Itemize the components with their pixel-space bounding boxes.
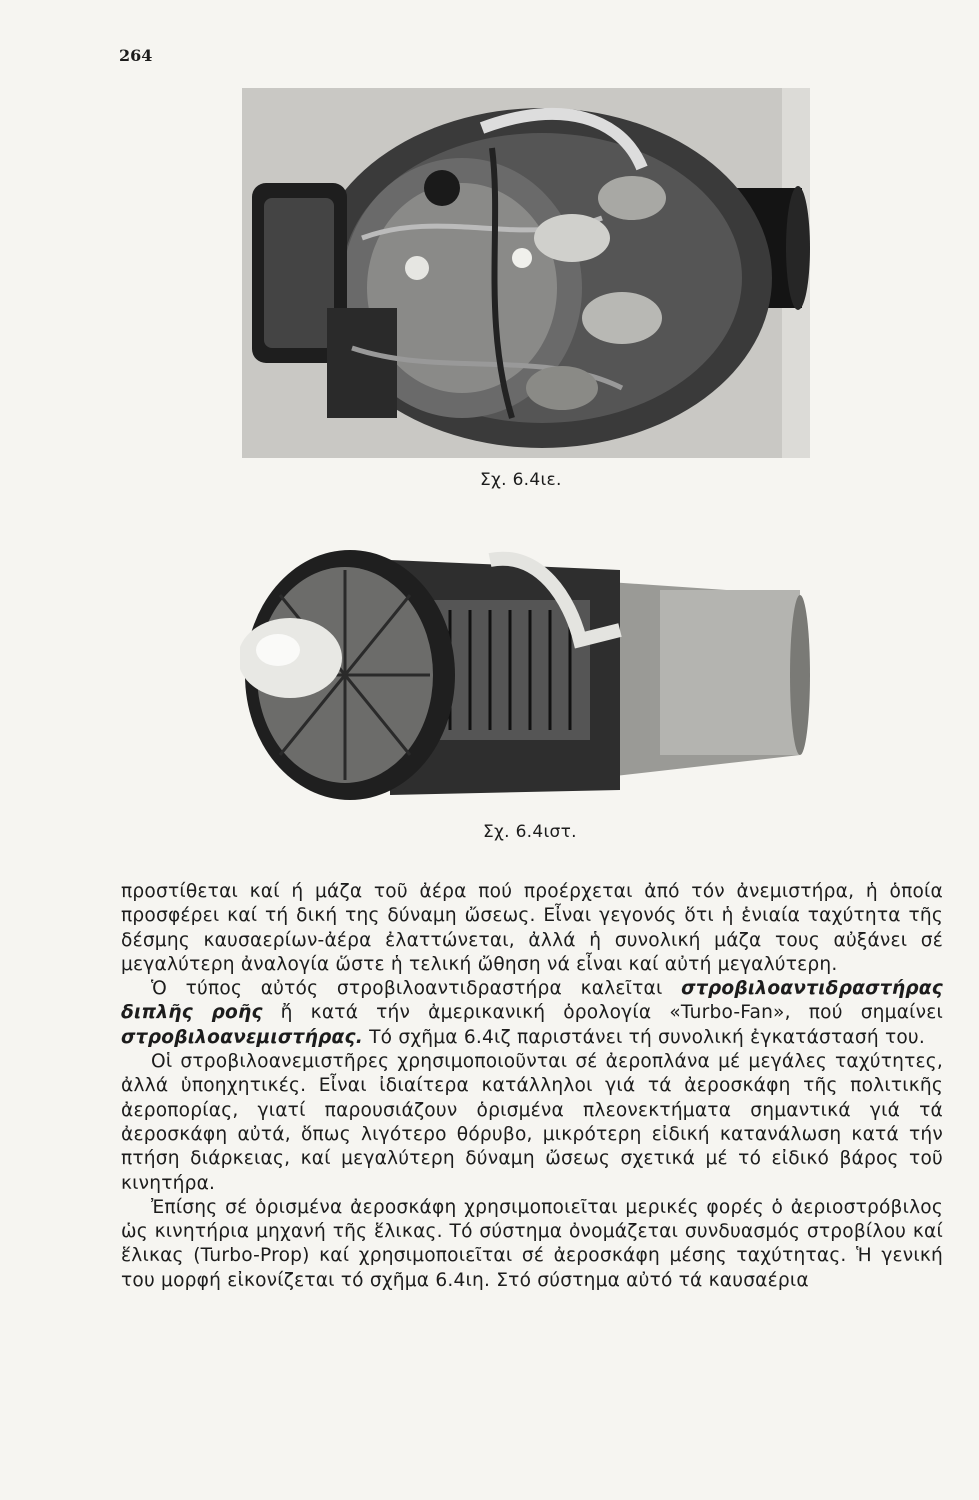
paragraph-2-text-1: Ὁ τύπος αὐτός στροβιλοαντιδραστήρα καλεῖται (151, 978, 682, 1000)
engine-photo-figure-2 (240, 540, 810, 810)
paragraph-2-text-3: Τό σχῆμα 6.4ιζ παριστάνει τή συνολική ἐγκατάστασή του. (363, 1026, 925, 1048)
body-text (121, 880, 943, 1293)
paragraph-3: Οἱ στροβιλοανεμιστῆρες χρησιμοποιοῦνται σέ ἀεροπλάνα μέ μεγάλες ταχύτητες, ἀλλά ὑποηχητικές. Εἶναι ἰδιαίτερα κατάλληλοι γιά τά ἀεροσκάφη τῆς πολιτικῆς ἀεροπορίας, γιατί παρουσιάζουν ὁρισμένα πλεονεκτήματα σημαντικά γιά τά ἀεροσκάφη αὐτά, ὅπως λιγότερο θόρυβο, μικρότερη εἰδική κατανάλωση κατά τήν πτήση διάρκειας, καί μεγαλύτερη δύναμη ὤσεως σχετικά μέ τό εἰδικό βάρος τοῦ κινητήρα. (121, 1051, 943, 1194)
figure-1-caption: Σχ. 6.4ιε. (480, 470, 562, 490)
engine-photo-figure-1 (242, 88, 810, 458)
paragraph-2 (121, 977, 943, 1050)
page-number: 264 (119, 46, 153, 65)
paragraph-1: προστίθεται καί ή μάζα τοῦ ἀέρα πού προέρχεται ἀπό τόν ἀνεμιστήρα, ἡ ὁποία προσφέρει καί τή δική της δύναμη ὤσεως. Εἶναι γεγονός ὅτι ἡ ἑνιαία ταχύτητα τῆς δέσμης καυσαερίων-ἀέρα ἐλαττώνεται, ἀλλά ἡ συνολική μάζα τους αὐξάνει σέ μεγαλύτερη ἀναλογία ὥστε ἡ τελική ὤθηση νά εἶναι καί αὐτή μεγαλύτερη. (121, 881, 943, 975)
paragraph-4: Ἐπίσης σέ ὁρισμένα ἀεροσκάφη χρησιμοποιεῖται μερικές φορές ὁ ἀεριοστρόβιλος ὡς κινητήρια μηχανή τῆς ἕλικας. Τό σύστημα ὀνομάζεται συνδυασμός στροβίλου καί ἕλικας (Turbo-Prop) καί χρησιμοποιεῖται σέ ἀεροσκάφη μέσης ταχύτητας. Ἡ γενική του μορφή εἰκονίζεται τό σχῆμα 6.4ιη. Στό σύστημα αὐτό τά καυσαέρια (121, 1196, 943, 1291)
paragraph-2-text-2: ἤ κατά τήν ἀμερικανική ὁρολογία «Turbo-Fan», πού σημαίνει (262, 1002, 943, 1024)
figure-2-caption: Σχ. 6.4ιστ. (483, 822, 577, 842)
term-turbofan-greek: στροβιλοαντιδραστήρας διπλῆς ροῆς (121, 978, 943, 1024)
term-turbofan-fan: στροβιλοανεμιστήρας. (121, 1026, 363, 1048)
